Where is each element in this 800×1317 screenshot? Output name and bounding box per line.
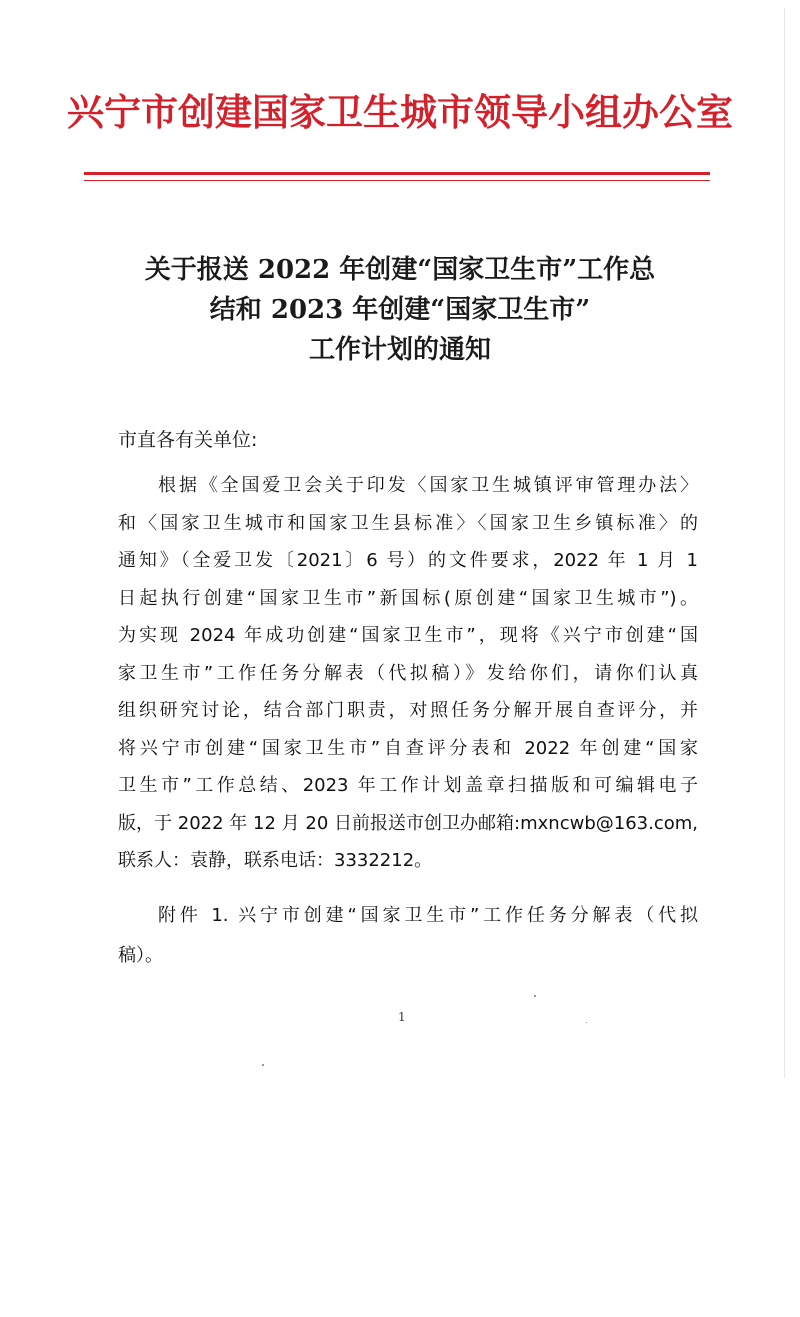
attachment-note bbox=[118, 902, 698, 982]
body-line: 根据《全国爱卫会关于印发〈国家卫生城镇评审管理办法〉 bbox=[158, 475, 698, 496]
body-line: 版，于 2022 年 12 月 20 日前报送市创卫办邮箱:mxncwb@163.com, bbox=[118, 812, 698, 834]
attachment-line: 稿）。 bbox=[118, 945, 163, 966]
body-line: 联系人：袁静，联系电话：3332212。 bbox=[118, 850, 433, 871]
body-line: 和〈国家卫生城市和国家卫生县标准〉〈国家卫生乡镇标准〉的 bbox=[118, 512, 698, 534]
letterhead-rule-thin bbox=[84, 180, 710, 181]
title-line: 结和 2023 年创建“国家卫生市” bbox=[209, 295, 591, 325]
notice-title bbox=[0, 250, 800, 370]
title-line: 关于报送 2022 年创建“国家卫生市”工作总 bbox=[144, 255, 656, 285]
scan-speck bbox=[586, 1022, 587, 1023]
body-line: 组织研究讨论，结合部门职责，对照任务分解开展自查评分，并 bbox=[118, 700, 698, 721]
body-line: 通知》（全爱卫发〔2021〕6 号）的文件要求，2022 年 1 月 1 bbox=[118, 550, 698, 571]
salutation: 市直各有关单位: bbox=[118, 429, 258, 451]
body-line: 卫生市”工作总结、2023 年工作计划盖章扫描版和可编辑电子 bbox=[118, 775, 698, 796]
body-line: 家卫生市”工作任务分解表（代拟稿）》发给你们，请你们认真 bbox=[118, 662, 698, 684]
letterhead-organization: 兴宁市创建国家卫生城市领导小组办公室 bbox=[67, 90, 733, 134]
body-line: 为实现 2024 年成功创建“国家卫生市”，现将《兴宁市创建“国 bbox=[118, 625, 698, 646]
title-line: 工作计划的通知 bbox=[308, 335, 491, 365]
letterhead-rule-thick bbox=[84, 172, 710, 175]
attachment-line: 附件 1. 兴宁市创建“国家卫生市”工作任务分解表（代拟 bbox=[158, 905, 698, 926]
notice-body bbox=[118, 472, 698, 885]
body-line: 日起执行创建“国家卫生市”新国标(原创建“国家卫生城市”)。 bbox=[118, 587, 698, 609]
body-line: 将兴宁市创建“国家卫生市”自查评分表和 2022 年创建“国家 bbox=[118, 737, 698, 759]
page-number: 1 bbox=[398, 1010, 406, 1024]
scan-speck bbox=[262, 1064, 264, 1066]
scan-speck bbox=[534, 995, 536, 997]
